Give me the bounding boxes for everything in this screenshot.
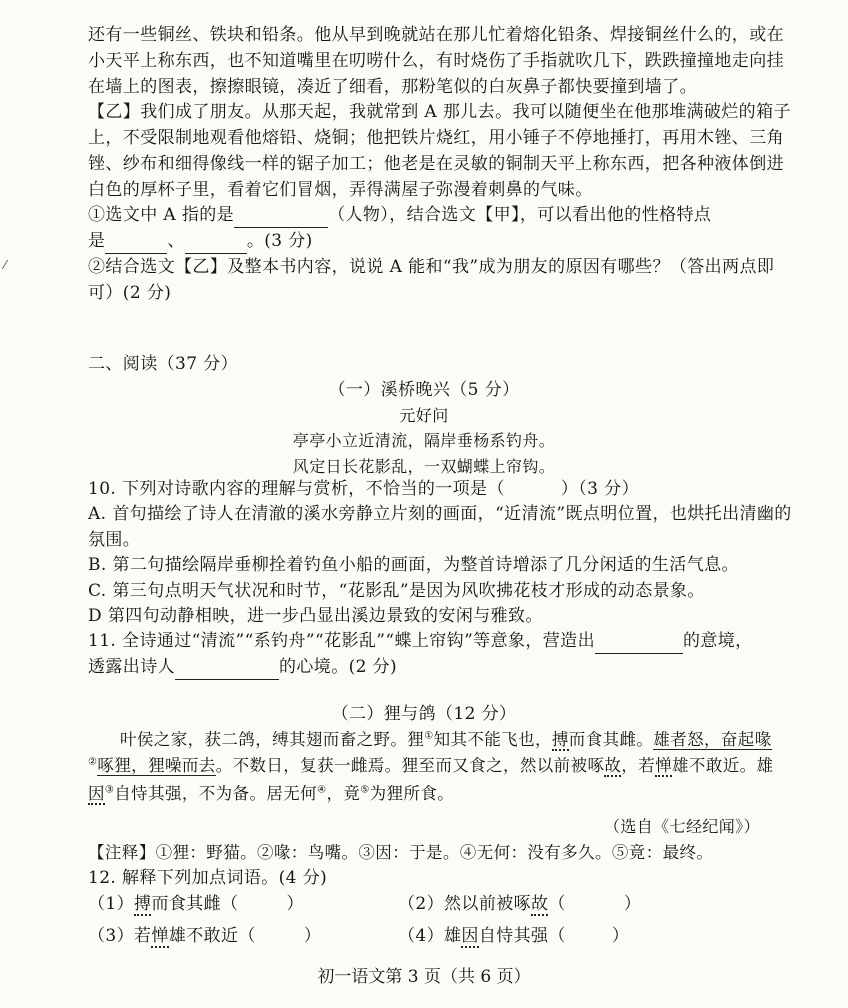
underlined-text: 啄狸，狸噪而去 [97, 756, 216, 775]
question-1-line2: 是 、 。(3 分) [88, 228, 758, 254]
margin-mark: ⁄ [4, 258, 7, 272]
underlined-text: 雄者怒，奋起喙 [653, 730, 772, 749]
prose-line: 因③自恃其强，不为备。居无何④，竟⑤为狸所食。 [88, 784, 455, 803]
question-12-stem: 12. 解释下列加点词语。(4 分) [88, 868, 328, 888]
option-a: A. 首句描绘了诗人在清澈的溪水旁静立片刻的画面，“近清流”既点明位置，也烘托出清幽的 [88, 504, 792, 524]
passage-line: 还有一些铜丝、铁块和铅条。他从早到晚就站在那儿忙着熔化铅条、焊接铜丝什么的，或在 [88, 25, 784, 45]
page-footer: 初一语文第 3 页（共 6 页） [317, 967, 531, 987]
answer-blank[interactable] [175, 659, 279, 680]
source-citation: （选自《七经纪闻》） [603, 817, 760, 836]
dotted-word: 故 [604, 756, 622, 775]
passage-line: 白色的厚杯子里，看着它们冒烟，弄得满屋子弥漫着刺鼻的气味。 [88, 180, 593, 200]
dotted-word: 搏 [551, 730, 569, 749]
option-d: D 第四句动静相映，进一步凸显出溪边景致的安闲与雅致。 [88, 606, 543, 626]
answer-blank[interactable] [234, 207, 328, 228]
poem-heading: （一）溪桥晚兴（5 分） [328, 380, 520, 400]
option-a-cont: 氛围。 [88, 530, 141, 550]
dotted-word: 因 [88, 784, 105, 803]
poem-author: 元好问 [399, 406, 449, 425]
question-12-item4: （4）雄因自恃其强（ ） [398, 926, 630, 946]
question-12-item3: （3）若惮雄不敢近（ ） [88, 926, 322, 946]
passage-line: 在墙上的图表，擦擦眼镜，凑近了细看，那粉笔似的白灰鼻子都快要撞到墙了。 [88, 77, 697, 97]
question-12-item1: （1）搏而食其雌（ ） [88, 894, 304, 914]
question-2-line1: ②结合选文【乙】及整本书内容，说说 A 能和“我”成为朋友的原因有哪些？（答出两点即 [88, 257, 775, 277]
poem-line: 亭亭小立近清流，隔岸垂杨系钓舟。 [292, 431, 556, 450]
question-2-line2: 可）(2 分) [88, 283, 172, 303]
question-10-stem: 10. 下列对诗歌内容的理解与赏析，不恰当的一项是（ ）（3 分） [88, 479, 639, 499]
answer-blank[interactable] [595, 633, 683, 654]
passage-line: 【乙】我们成了朋友。从那天起，我就常到 A 那儿去。我可以随便坐在他那堆满破烂的箱子 [88, 102, 791, 122]
section-title: 二、阅读（37 分） [88, 354, 239, 374]
passage-line: 锉、纱布和细得像线一样的锯子加工；他老是在灵敏的铜制天平上称东西，把各种液体倒进 [88, 154, 784, 174]
prose-heading: （二）狸与鸽（12 分） [331, 704, 517, 724]
dotted-word: 惮 [655, 756, 673, 775]
option-c: C. 第三句点明天气状况和时节，“花影乱”是因为风吹拂花枝才形成的动态景象。 [88, 581, 705, 601]
prose-line: 叶侯之家，获二鸽，缚其翅而畜之野。狸①知其不能飞也，搏而食其雌。雄者怒，奋起喙 [120, 730, 772, 749]
dotted-word: 故 [531, 894, 549, 914]
question-11-line2: 透露出诗人 的心境。(2 分) [88, 654, 758, 680]
passage-line: 上，不受限制地观看他熔铅、烧铜；他把铁片烧红，用小锤子不停地捶打，再用木锉、三角 [88, 128, 784, 148]
prose-line: ②啄狸，狸噪而去。不数日，复获一雌焉。狸至而又食之，然以前被啄故，若惮雄不敢近。雄 [88, 756, 774, 775]
question-11-line1: 11. 全诗通过“清流”“系钓舟”“花影乱”“蝶上帘钩”等意象，营造出 的意境， [88, 628, 758, 654]
poem-line: 风定日长花影乱，一双蝴蝶上帘钩。 [292, 457, 556, 476]
dotted-word: 惮 [151, 926, 169, 946]
question-12-item2: （2）然以前被啄故（ ） [398, 894, 642, 914]
option-b: B. 第二句描绘隔岸垂柳拴着钓鱼小船的画面，为整首诗增添了几分闲适的生活气息。 [88, 555, 739, 575]
annotation-notes: 【注释】①狸：野猫。②喙：鸟嘴。③因：于是。④无何：没有多久。⑤竟：最终。 [88, 843, 714, 862]
answer-blank[interactable] [105, 233, 167, 254]
dotted-word: 因 [461, 926, 479, 946]
dotted-word: 搏 [134, 894, 152, 914]
question-1-line1: ①选文中 A 指的是 （人物），结合选文【甲】，可以看出他的性格特点 [88, 202, 758, 228]
passage-line: 小天平上称东西，也不知道嘴里在叨唠什么，有时烧伤了手指就吹几下，跌跌撞撞地走向挂 [88, 51, 784, 71]
answer-blank[interactable] [185, 233, 247, 254]
